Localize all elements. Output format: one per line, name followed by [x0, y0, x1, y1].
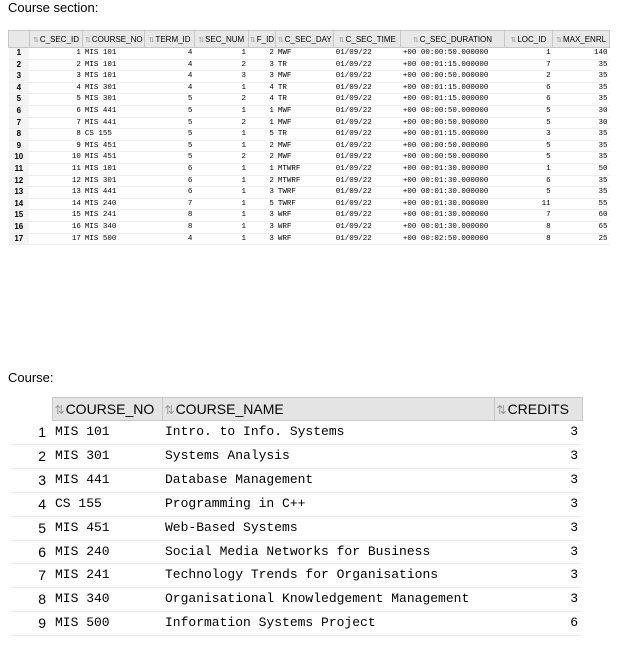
- column-header-sec-num[interactable]: [194, 31, 248, 48]
- table-cell[interactable]: 01/09/22: [334, 94, 401, 106]
- table-row[interactable]: [10, 421, 582, 445]
- table-cell[interactable]: MIS 441: [52, 468, 162, 492]
- table-cell[interactable]: 2: [194, 117, 248, 129]
- table-cell[interactable]: WRF: [276, 233, 334, 245]
- table-cell[interactable]: +00 00:01:15.000000: [401, 59, 504, 71]
- table-cell[interactable]: MIS 101: [83, 59, 145, 71]
- table-cell[interactable]: 1: [194, 198, 248, 210]
- sort-arrows-icon[interactable]: ⇅: [198, 36, 205, 44]
- table-cell[interactable]: 5: [504, 152, 553, 164]
- table-row[interactable]: [9, 71, 610, 83]
- table-cell[interactable]: 6: [504, 82, 553, 94]
- table-row[interactable]: [9, 129, 610, 141]
- table-cell[interactable]: +00 00:00:50.000000: [401, 140, 504, 152]
- table-cell[interactable]: WRF: [276, 210, 334, 222]
- table-cell[interactable]: Web-Based Systems: [162, 516, 494, 540]
- table-cell[interactable]: 3: [494, 468, 582, 492]
- table-cell[interactable]: 5: [145, 152, 195, 164]
- table-cell[interactable]: 4: [145, 233, 195, 245]
- table-row[interactable]: [9, 210, 610, 222]
- table-cell[interactable]: 01/09/22: [334, 198, 401, 210]
- table-cell[interactable]: 3: [494, 540, 582, 564]
- table-cell[interactable]: CS 155: [83, 129, 145, 141]
- table-cell[interactable]: 6: [504, 175, 553, 187]
- table-cell[interactable]: 6: [145, 175, 195, 187]
- row-number: 2: [9, 59, 30, 71]
- table-cell[interactable]: +00 00:00:50.000000: [401, 152, 504, 164]
- table-cell[interactable]: 35: [553, 175, 610, 187]
- table-cell[interactable]: MIS 441: [83, 117, 145, 129]
- row-number: 11: [9, 163, 30, 175]
- table-cell[interactable]: 01/09/22: [334, 82, 401, 94]
- table-cell[interactable]: 35: [553, 94, 610, 106]
- table-cell[interactable]: +00 00:01:15.000000: [401, 82, 504, 94]
- table-cell[interactable]: 5: [248, 129, 276, 141]
- table-cell[interactable]: 35: [553, 187, 610, 199]
- table-cell[interactable]: 01/09/22: [334, 140, 401, 152]
- table-cell[interactable]: 01/09/22: [334, 175, 401, 187]
- table-cell[interactable]: Systems Analysis: [162, 444, 494, 468]
- course-table: [10, 397, 583, 636]
- row-number: 8: [9, 129, 30, 141]
- sort-arrows-icon[interactable]: ⇅: [496, 403, 507, 417]
- table-cell[interactable]: MTWRF: [276, 163, 334, 175]
- table-cell[interactable]: CS 155: [52, 492, 162, 516]
- row-number: 4: [9, 82, 30, 94]
- row-number: 7: [9, 117, 30, 129]
- table-cell[interactable]: 1: [194, 175, 248, 187]
- table-cell[interactable]: TWRF: [276, 198, 334, 210]
- column-header-course-no[interactable]: [83, 31, 145, 48]
- table-cell[interactable]: 01/09/22: [334, 71, 401, 83]
- column-header-label: SEC_NUM: [205, 34, 245, 44]
- table-cell[interactable]: 35: [553, 71, 610, 83]
- table-cell[interactable]: 4: [145, 48, 195, 60]
- column-header-label: TERM_ID: [155, 34, 191, 44]
- column-header-c-sec-time[interactable]: [334, 31, 401, 48]
- course-header-row: [10, 398, 582, 421]
- table-cell[interactable]: 35: [553, 82, 610, 94]
- table-cell[interactable]: MIS 301: [83, 175, 145, 187]
- table-cell[interactable]: 6: [494, 612, 582, 636]
- table-cell[interactable]: MIS 101: [83, 163, 145, 175]
- table-cell[interactable]: 01/09/22: [334, 163, 401, 175]
- table-cell[interactable]: 3: [248, 221, 276, 233]
- row-number: 16: [9, 221, 30, 233]
- table-cell[interactable]: Technology Trends for Organisations: [162, 564, 494, 588]
- table-row[interactable]: [10, 540, 582, 564]
- column-header-max-enrl[interactable]: [553, 31, 610, 48]
- table-cell[interactable]: 1: [194, 129, 248, 141]
- table-cell[interactable]: MIS 451: [83, 140, 145, 152]
- table-cell[interactable]: Programming in C++: [162, 492, 494, 516]
- row-number-header: [10, 398, 52, 421]
- row-number: 17: [9, 233, 30, 245]
- sort-arrows-icon[interactable]: ⇅: [148, 36, 155, 44]
- table-cell[interactable]: MWF: [276, 48, 334, 60]
- table-cell[interactable]: +00 00:00:50.000000: [401, 117, 504, 129]
- table-row[interactable]: [9, 233, 610, 245]
- table-cell[interactable]: MWF: [276, 117, 334, 129]
- column-header-label: C_SEC_ID: [39, 34, 79, 44]
- table-row[interactable]: [10, 564, 582, 588]
- table-cell[interactable]: MIS 240: [83, 198, 145, 210]
- table-cell[interactable]: +00 00:02:50.000000: [401, 233, 504, 245]
- table-row[interactable]: [10, 468, 582, 492]
- row-number-header: [9, 31, 30, 48]
- table-cell[interactable]: 2: [194, 152, 248, 164]
- table-row[interactable]: [10, 492, 582, 516]
- table-cell[interactable]: 7: [504, 59, 553, 71]
- sort-arrows-icon[interactable]: ⇅: [32, 36, 39, 44]
- table-cell[interactable]: MTWRF: [276, 175, 334, 187]
- table-cell[interactable]: MIS 441: [83, 105, 145, 117]
- table-cell[interactable]: 3: [494, 492, 582, 516]
- table-cell[interactable]: +00 00:01:30.000000: [401, 210, 504, 222]
- table-cell[interactable]: 60: [553, 210, 610, 222]
- table-cell[interactable]: 01/09/22: [334, 152, 401, 164]
- table-cell[interactable]: 7: [504, 210, 553, 222]
- table-cell[interactable]: 5: [145, 105, 195, 117]
- table-cell[interactable]: TR: [276, 94, 334, 106]
- table-row[interactable]: [9, 105, 610, 117]
- table-cell[interactable]: 01/09/22: [334, 48, 401, 60]
- table-cell[interactable]: Database Management: [162, 468, 494, 492]
- table-row[interactable]: [10, 612, 582, 636]
- row-number: 3: [9, 71, 30, 83]
- table-cell[interactable]: TR: [276, 129, 334, 141]
- table-cell[interactable]: 140: [553, 48, 610, 60]
- table-cell[interactable]: 1: [248, 163, 276, 175]
- table-cell[interactable]: 1: [194, 233, 248, 245]
- sort-arrows-icon[interactable]: ⇅: [556, 36, 562, 44]
- table-cell[interactable]: 5: [145, 140, 195, 152]
- table-cell[interactable]: MIS 101: [52, 421, 162, 445]
- table-row[interactable]: [9, 82, 610, 94]
- table-cell[interactable]: 16: [29, 221, 83, 233]
- table-cell[interactable]: 50: [553, 163, 610, 175]
- row-number: 9: [10, 612, 52, 636]
- table-cell[interactable]: 01/09/22: [334, 233, 401, 245]
- table-cell[interactable]: Organisational Knowledgement Management: [162, 588, 494, 612]
- sort-arrows-icon[interactable]: ⇅: [54, 403, 65, 417]
- table-cell[interactable]: 5: [504, 117, 553, 129]
- table-cell[interactable]: MIS 241: [83, 210, 145, 222]
- table-cell[interactable]: TR: [276, 59, 334, 71]
- table-cell[interactable]: 3: [494, 564, 582, 588]
- course-label: Course:: [8, 370, 54, 385]
- table-row[interactable]: [9, 94, 610, 106]
- table-cell[interactable]: 3: [494, 444, 582, 468]
- column-header-c-sec-id[interactable]: [29, 31, 83, 48]
- table-cell[interactable]: 5: [504, 105, 553, 117]
- table-cell[interactable]: 17: [29, 233, 83, 245]
- table-cell[interactable]: MIS 101: [83, 48, 145, 60]
- table-cell[interactable]: 4: [29, 82, 83, 94]
- column-header-label: C_SEC_DURATION: [419, 34, 493, 44]
- table-cell[interactable]: 1: [194, 82, 248, 94]
- table-cell[interactable]: 5: [29, 94, 83, 106]
- row-number: 2: [10, 444, 52, 468]
- row-number: 6: [9, 105, 30, 117]
- row-number: 13: [9, 187, 30, 199]
- table-cell[interactable]: 5: [145, 94, 195, 106]
- table-row[interactable]: [9, 198, 610, 210]
- table-cell[interactable]: MIS 301: [83, 82, 145, 94]
- column-header-label: LOC_ID: [517, 34, 547, 44]
- table-row[interactable]: [9, 175, 610, 187]
- table-cell[interactable]: 35: [553, 129, 610, 141]
- table-cell[interactable]: MIS 500: [52, 612, 162, 636]
- table-row[interactable]: [9, 140, 610, 152]
- table-cell[interactable]: 01/09/22: [334, 187, 401, 199]
- table-cell[interactable]: +00 00:01:30.000000: [401, 198, 504, 210]
- table-cell[interactable]: 3: [29, 71, 83, 83]
- table-cell[interactable]: 11: [504, 198, 553, 210]
- table-cell[interactable]: MIS 301: [83, 94, 145, 106]
- table-cell[interactable]: 3: [248, 187, 276, 199]
- row-number: 3: [10, 468, 52, 492]
- table-cell[interactable]: 7: [29, 117, 83, 129]
- table-cell[interactable]: 35: [553, 152, 610, 164]
- column-header-c-sec-duration[interactable]: [401, 31, 504, 48]
- table-cell[interactable]: 35: [553, 140, 610, 152]
- table-cell[interactable]: 01/09/22: [334, 117, 401, 129]
- table-cell[interactable]: +00 00:01:30.000000: [401, 221, 504, 233]
- table-row[interactable]: [9, 117, 610, 129]
- table-cell[interactable]: +00 00:01:15.000000: [401, 94, 504, 106]
- table-row[interactable]: [9, 187, 610, 199]
- row-number: 12: [9, 175, 30, 187]
- column-header-label: COURSE_NO: [65, 401, 155, 417]
- column-header-label: COURSE_NAME: [175, 401, 284, 417]
- row-number: 8: [10, 588, 52, 612]
- table-row[interactable]: [9, 152, 610, 164]
- row-number: 7: [10, 564, 52, 588]
- table-cell[interactable]: 6: [145, 187, 195, 199]
- table-cell[interactable]: 3: [494, 516, 582, 540]
- table-cell[interactable]: MIS 451: [83, 152, 145, 164]
- table-cell[interactable]: 3: [504, 129, 553, 141]
- table-cell[interactable]: MWF: [276, 152, 334, 164]
- table-cell[interactable]: 15: [29, 210, 83, 222]
- table-cell[interactable]: 2: [248, 175, 276, 187]
- table-cell[interactable]: 9: [29, 140, 83, 152]
- table-cell[interactable]: TR: [276, 82, 334, 94]
- table-cell[interactable]: Social Media Networks for Business: [162, 540, 494, 564]
- course-section-table: [8, 30, 610, 245]
- row-number: 15: [9, 210, 30, 222]
- table-cell[interactable]: +00 00:01:30.000000: [401, 187, 504, 199]
- table-row[interactable]: [9, 163, 610, 175]
- table-cell[interactable]: 2: [248, 152, 276, 164]
- table-cell[interactable]: 7: [145, 198, 195, 210]
- table-cell[interactable]: MIS 101: [83, 71, 145, 83]
- row-number: 10: [9, 152, 30, 164]
- table-cell[interactable]: +00 00:01:30.000000: [401, 175, 504, 187]
- table-cell[interactable]: 8: [29, 129, 83, 141]
- table-cell[interactable]: 5: [145, 117, 195, 129]
- column-header-label: CREDITS: [507, 401, 570, 417]
- table-cell[interactable]: MIS 340: [83, 221, 145, 233]
- table-cell[interactable]: 1: [194, 210, 248, 222]
- table-cell[interactable]: 8: [504, 233, 553, 245]
- table-cell[interactable]: MWF: [276, 71, 334, 83]
- table-cell[interactable]: 5: [504, 187, 553, 199]
- column-header-course-name[interactable]: [162, 398, 494, 421]
- table-cell[interactable]: 4: [248, 94, 276, 106]
- table-cell[interactable]: 6: [29, 105, 83, 117]
- table-cell[interactable]: 1: [248, 105, 276, 117]
- table-row[interactable]: [10, 444, 582, 468]
- table-cell[interactable]: 1: [29, 48, 83, 60]
- table-cell[interactable]: 2: [194, 59, 248, 71]
- table-cell[interactable]: 8: [145, 221, 195, 233]
- column-header-label: C_SEC_DAY: [284, 34, 332, 44]
- column-header-f-id[interactable]: [248, 31, 276, 48]
- table-cell[interactable]: +00 00:01:30.000000: [401, 163, 504, 175]
- sort-arrows-icon[interactable]: ⇅: [338, 36, 345, 44]
- table-cell[interactable]: Intro. to Info. Systems: [162, 421, 494, 445]
- table-cell[interactable]: 01/09/22: [334, 105, 401, 117]
- table-cell[interactable]: 2: [194, 94, 248, 106]
- row-number: 5: [9, 94, 30, 106]
- sort-arrows-icon[interactable]: ⇅: [85, 36, 91, 44]
- table-cell[interactable]: 3: [248, 59, 276, 71]
- table-cell[interactable]: 4: [248, 82, 276, 94]
- table-cell[interactable]: 1: [248, 117, 276, 129]
- table-cell[interactable]: 4: [145, 59, 195, 71]
- sort-arrows-icon[interactable]: ⇅: [412, 36, 419, 44]
- table-cell[interactable]: 2: [248, 140, 276, 152]
- column-header-term-id[interactable]: [145, 31, 195, 48]
- column-header-label: MAX_ENRL: [562, 34, 607, 44]
- row-number: 5: [10, 516, 52, 540]
- table-cell[interactable]: 30: [553, 117, 610, 129]
- table-cell[interactable]: +00 00:01:15.000000: [401, 129, 504, 141]
- table-cell[interactable]: 11: [29, 163, 83, 175]
- table-cell[interactable]: 01/09/22: [334, 221, 401, 233]
- table-cell[interactable]: 4: [145, 82, 195, 94]
- course-section-label: Course section:: [8, 0, 99, 15]
- table-cell[interactable]: MIS 301: [52, 444, 162, 468]
- table-cell[interactable]: 3: [248, 71, 276, 83]
- course-section-header-row: [9, 31, 610, 48]
- table-cell[interactable]: 01/09/22: [334, 59, 401, 71]
- table-row[interactable]: [10, 588, 582, 612]
- column-header-loc-id[interactable]: [504, 31, 553, 48]
- row-number: 1: [9, 48, 30, 60]
- table-row[interactable]: [9, 59, 610, 71]
- table-cell[interactable]: 35: [553, 59, 610, 71]
- table-cell[interactable]: MWF: [276, 140, 334, 152]
- row-number: 1: [10, 421, 52, 445]
- table-cell[interactable]: MWF: [276, 105, 334, 117]
- table-cell[interactable]: MIS 340: [52, 588, 162, 612]
- table-cell[interactable]: 6: [145, 163, 195, 175]
- sort-arrows-icon[interactable]: ⇅: [249, 36, 256, 44]
- column-header-label: F_ID: [256, 34, 275, 44]
- table-cell[interactable]: 25: [553, 233, 610, 245]
- table-row[interactable]: [9, 221, 610, 233]
- table-cell[interactable]: 1: [504, 48, 553, 60]
- row-number: 9: [9, 140, 30, 152]
- column-header-label: C_SEC_TIME: [345, 34, 396, 44]
- table-cell[interactable]: +00 00:00:50.000000: [401, 71, 504, 83]
- table-cell[interactable]: 6: [504, 94, 553, 106]
- sort-arrows-icon[interactable]: ⇅: [164, 403, 175, 417]
- table-cell[interactable]: 1: [194, 105, 248, 117]
- table-cell[interactable]: 14: [29, 198, 83, 210]
- table-cell[interactable]: MIS 500: [83, 233, 145, 245]
- table-cell[interactable]: 65: [553, 221, 610, 233]
- table-cell[interactable]: MIS 451: [52, 516, 162, 540]
- table-cell[interactable]: 8: [504, 221, 553, 233]
- table-cell[interactable]: 1: [504, 163, 553, 175]
- column-header-credits[interactable]: [494, 398, 582, 421]
- table-cell[interactable]: 3: [494, 588, 582, 612]
- table-cell[interactable]: 2: [29, 59, 83, 71]
- row-number: 4: [10, 492, 52, 516]
- table-cell[interactable]: 8: [145, 210, 195, 222]
- table-cell[interactable]: 5: [248, 198, 276, 210]
- table-cell[interactable]: MIS 240: [52, 540, 162, 564]
- table-cell[interactable]: 4: [145, 71, 195, 83]
- row-number: 6: [10, 540, 52, 564]
- table-cell[interactable]: 1: [194, 48, 248, 60]
- table-cell[interactable]: 13: [29, 187, 83, 199]
- table-cell[interactable]: 5: [504, 140, 553, 152]
- table-cell[interactable]: 5: [145, 129, 195, 141]
- row-number: 14: [9, 198, 30, 210]
- table-cell[interactable]: 2: [248, 48, 276, 60]
- table-cell[interactable]: 1: [194, 163, 248, 175]
- sort-arrows-icon[interactable]: ⇅: [510, 36, 517, 44]
- table-cell[interactable]: 3: [494, 421, 582, 445]
- table-cell[interactable]: 1: [194, 187, 248, 199]
- table-row[interactable]: [9, 48, 610, 60]
- table-cell[interactable]: 1: [194, 140, 248, 152]
- table-cell[interactable]: 3: [248, 210, 276, 222]
- table-cell[interactable]: 2: [504, 71, 553, 83]
- column-header-c-sec-day[interactable]: [276, 31, 334, 48]
- table-cell[interactable]: WRF: [276, 221, 334, 233]
- sort-arrows-icon[interactable]: ⇅: [277, 36, 284, 44]
- table-cell[interactable]: 10: [29, 152, 83, 164]
- table-cell[interactable]: 30: [553, 105, 610, 117]
- table-cell[interactable]: 3: [248, 233, 276, 245]
- column-header-course-no[interactable]: [52, 398, 162, 421]
- table-cell[interactable]: MIS 441: [83, 187, 145, 199]
- table-cell[interactable]: 01/09/22: [334, 210, 401, 222]
- table-cell[interactable]: 1: [194, 221, 248, 233]
- column-header-label: COURSE_NO: [91, 34, 143, 44]
- table-row[interactable]: [10, 516, 582, 540]
- table-cell[interactable]: 3: [194, 71, 248, 83]
- table-cell[interactable]: 12: [29, 175, 83, 187]
- table-cell[interactable]: TWRF: [276, 187, 334, 199]
- table-cell[interactable]: +00 00:00:50.000000: [401, 48, 504, 60]
- table-cell[interactable]: +00 00:00:50.000000: [401, 105, 504, 117]
- table-cell[interactable]: MIS 241: [52, 564, 162, 588]
- table-cell[interactable]: Information Systems Project: [162, 612, 494, 636]
- table-cell[interactable]: 55: [553, 198, 610, 210]
- table-cell[interactable]: 01/09/22: [334, 129, 401, 141]
